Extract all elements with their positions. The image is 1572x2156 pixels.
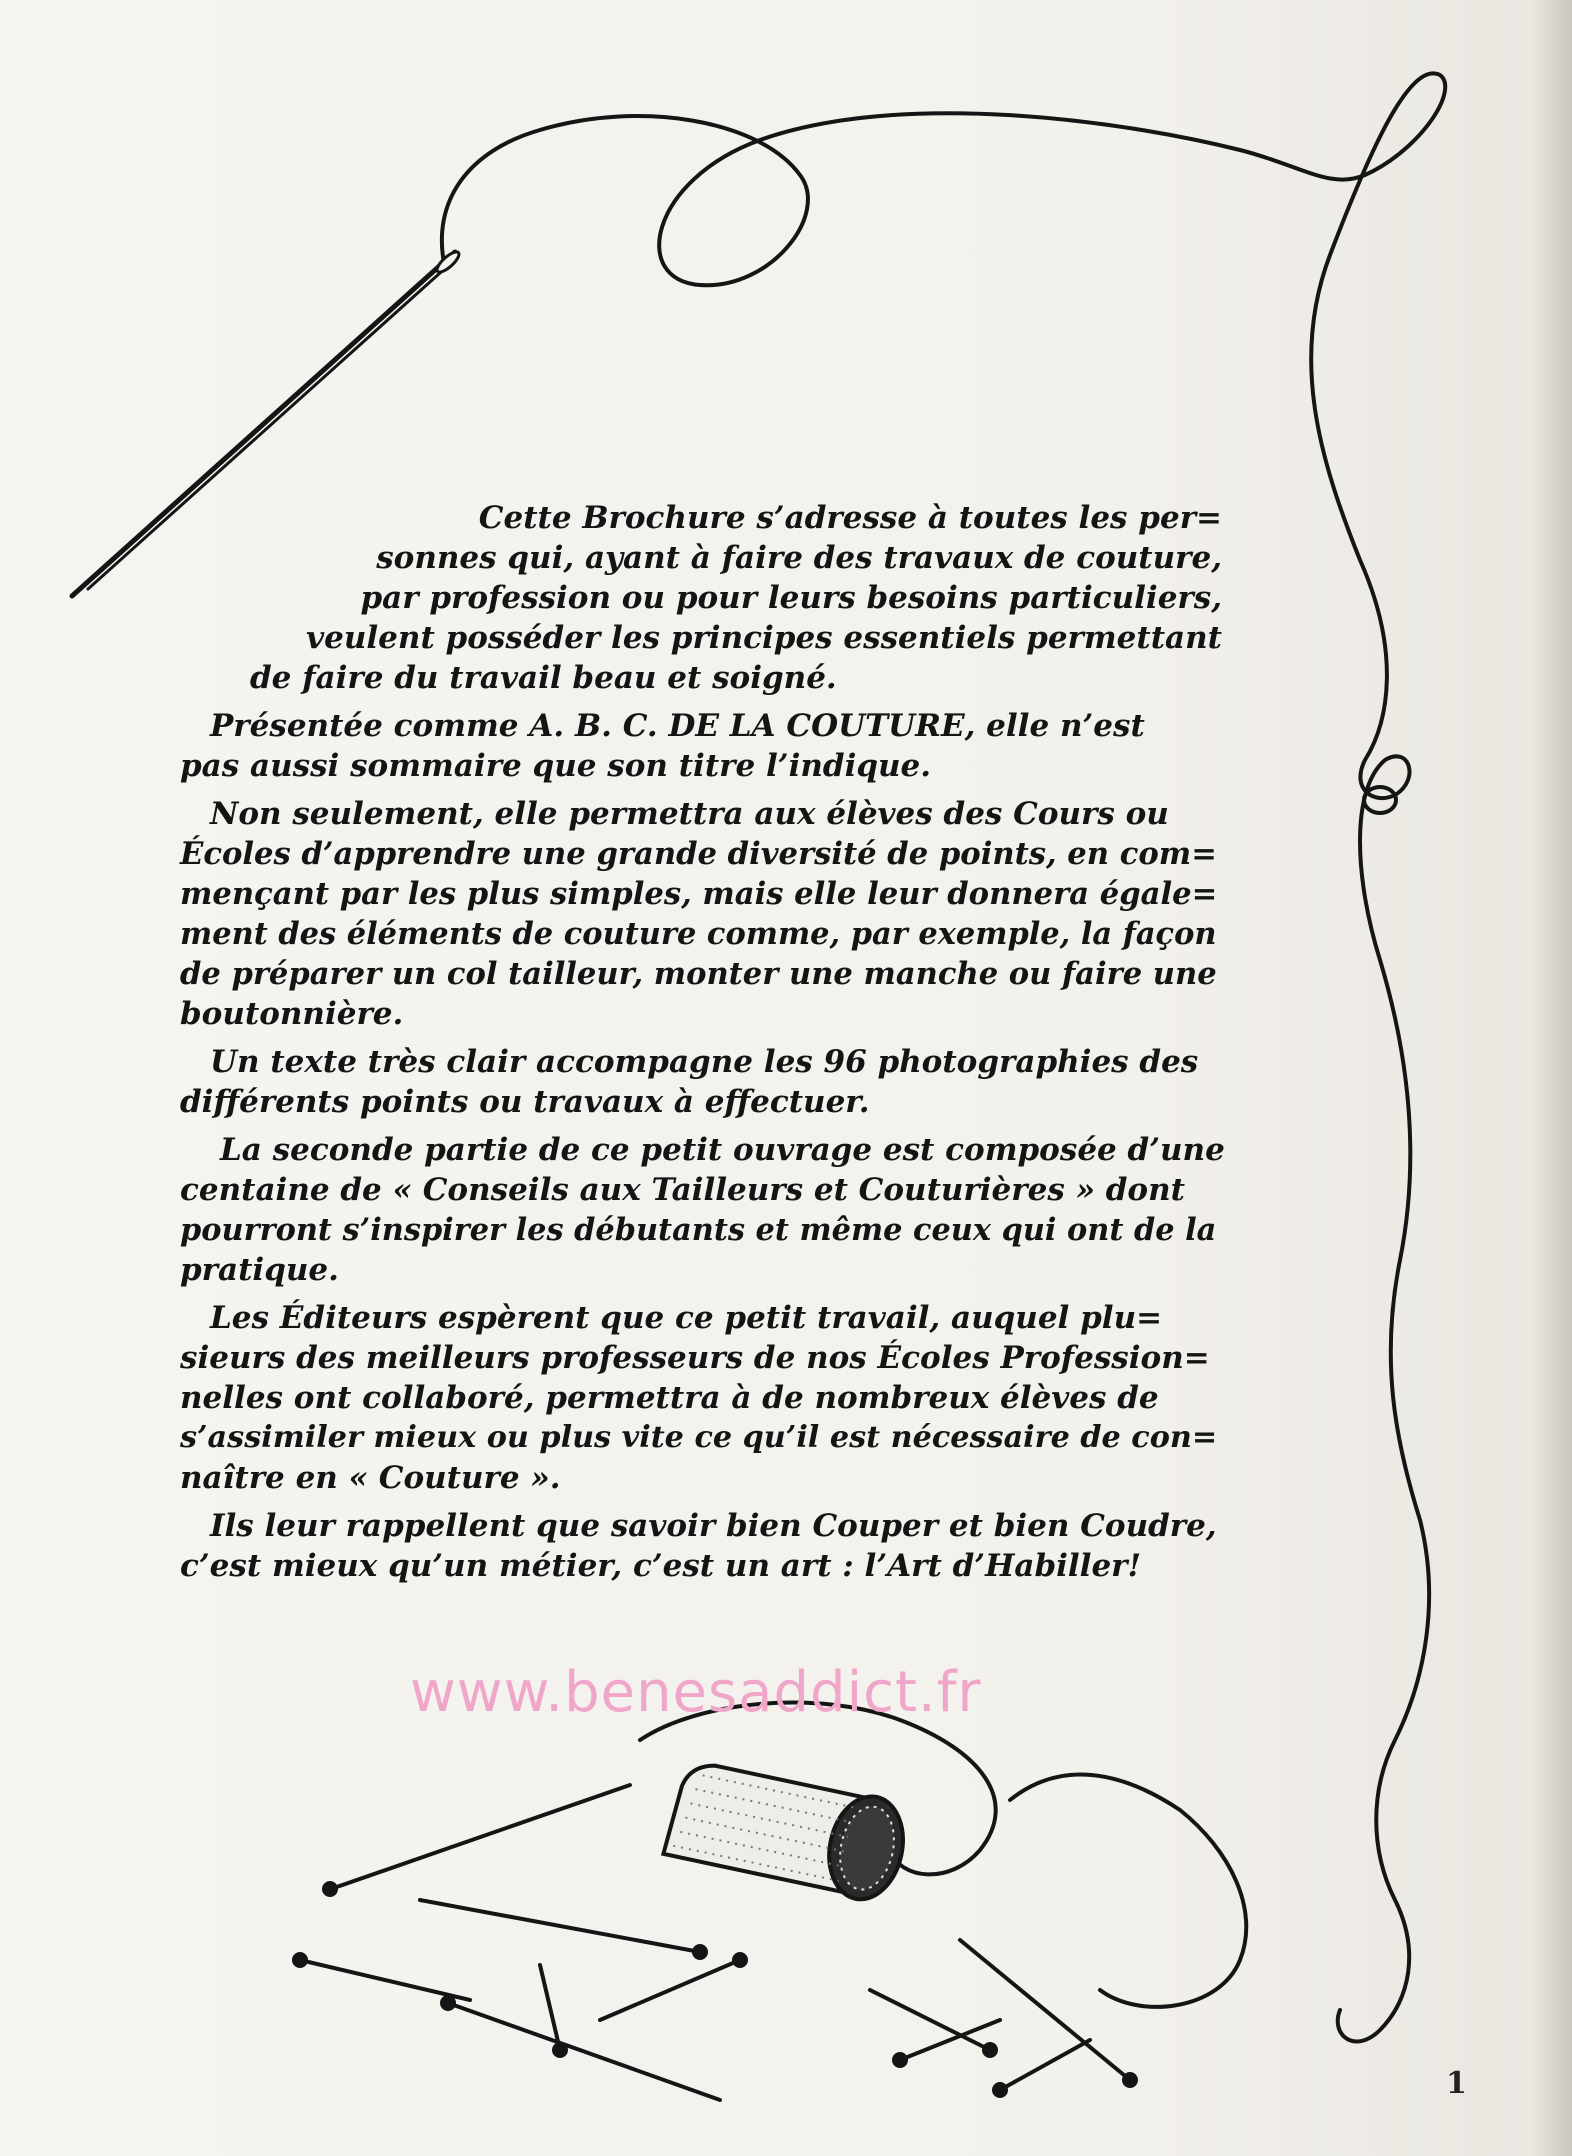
- intro-line: veulent posséder les principes essentiels permettant: [306, 620, 1222, 656]
- brochure-text: [180, 498, 1228, 1594]
- paragraph-editors: [180, 1298, 1228, 1498]
- paragraph-line: Écoles d’apprendre une grande diversité de points, en com=: [180, 836, 1217, 872]
- paragraph-presentation: [180, 706, 1228, 786]
- paragraph-line: sieurs des meilleurs professeurs de nos Écoles Profession=: [180, 1340, 1210, 1376]
- paragraph-line: boutonnière.: [180, 996, 404, 1032]
- thimble-icon: [663, 1756, 913, 1906]
- paragraph-line: de préparer un col tailleur, monter une manche ou faire une: [180, 956, 1217, 992]
- paragraph-line: pas aussi sommaire que son titre l’indique.: [180, 748, 932, 784]
- intro-paragraph: [180, 498, 1228, 698]
- paragraph-line: Ils leur rappellent que savoir bien Couper et bien Coudre,: [210, 1508, 1217, 1544]
- paragraph-line: nelles ont collaboré, permettra à de nombreux élèves de: [180, 1380, 1159, 1416]
- paragraph-line: Un texte très clair accompagne les 96 photographies des: [210, 1044, 1199, 1080]
- paragraph-line: centaine de « Conseils aux Tailleurs et Couturières » dont: [180, 1172, 1185, 1208]
- paragraph-photographs: [180, 1042, 1228, 1122]
- paragraph-line: pourront s’inspirer les débutants et même ceux qui ont de la: [180, 1212, 1217, 1248]
- paragraph-line: La seconde partie de ce petit ouvrage est composée d’une: [220, 1132, 1225, 1168]
- paragraph-line: Les Éditeurs espèrent que ce petit travail, auquel plu=: [210, 1300, 1163, 1336]
- intro-line: Cette Brochure s’adresse à toutes les per=: [478, 500, 1222, 536]
- paragraph-line: Non seulement, elle permettra aux élèves des Cours ou: [210, 796, 1169, 832]
- watermark-url: www.benesaddict.fr: [410, 1660, 982, 1725]
- paragraph-line: différents points ou travaux à effectuer.: [180, 1084, 870, 1120]
- thread-loop-icon: [1364, 787, 1396, 813]
- paragraph-second-part: [180, 1130, 1228, 1290]
- paragraph-content: [180, 794, 1228, 1034]
- paragraph-closing: [180, 1506, 1228, 1586]
- paragraph-line: c’est mieux qu’un métier, c’est un art : l’Art d’Habiller!: [180, 1548, 1142, 1584]
- paragraph-line: mençant par les plus simples, mais elle leur donnera égale=: [180, 876, 1218, 912]
- paragraph-line: pratique.: [180, 1252, 339, 1288]
- intro-line: sonnes qui, ayant à faire des travaux de couture,: [376, 540, 1222, 576]
- intro-line: de faire du travail beau et soigné.: [250, 660, 837, 696]
- paragraph-line: naître en « Couture ».: [180, 1460, 561, 1496]
- paragraph-line: Présentée comme A. B. C. DE LA COUTURE, elle n’est: [210, 708, 1145, 744]
- paragraph-line: s’assimiler mieux ou plus vite ce qu’il est nécessaire de con=: [180, 1420, 1218, 1455]
- page-number: 1: [1446, 2066, 1467, 2101]
- intro-line: par profession ou pour leurs besoins particuliers,: [360, 580, 1222, 616]
- paragraph-line: ment des éléments de couture comme, par exemple, la façon: [180, 916, 1217, 952]
